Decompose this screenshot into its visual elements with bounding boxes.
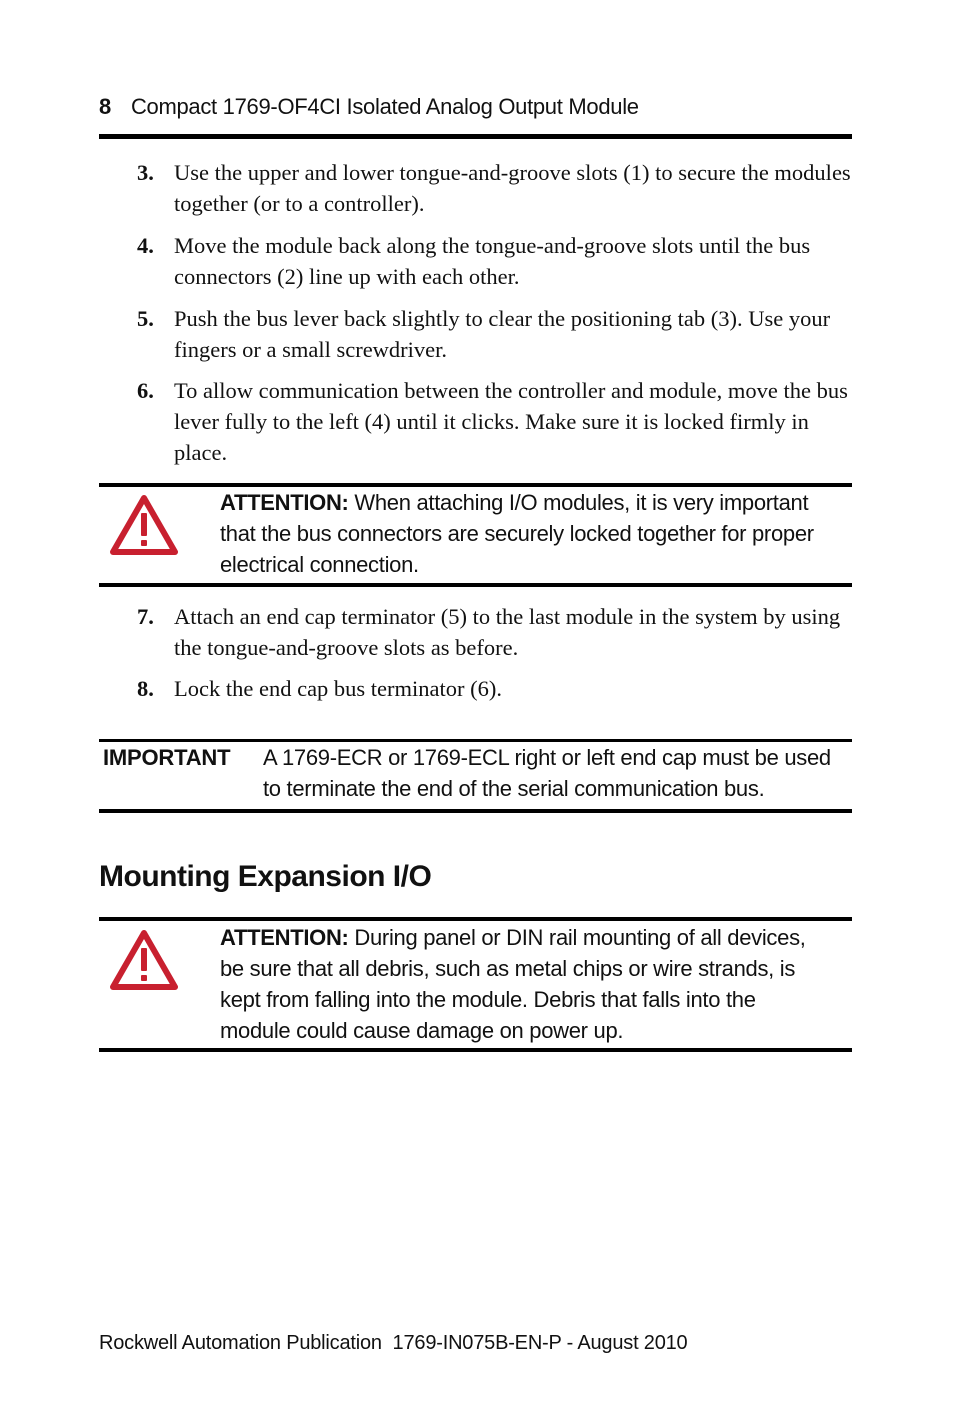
step-number: 4.: [137, 233, 154, 258]
step-text: Lock the end cap bus terminator (6).: [174, 676, 503, 701]
attention-bottom-rule: [99, 1048, 852, 1052]
step-3: [137, 157, 857, 219]
attention-text: During panel or DIN rail mounting of all devices, be sure that all debris, such as metal chips or wire strands, is kept from falling into the module. Debris that falls into the module could cause damage on power up.: [220, 925, 806, 1043]
step-text: Push the bus lever back slightly to clear the positioning tab (3). Use your fingers or a small screwdriver.: [174, 306, 831, 362]
attention-bottom-rule: [99, 583, 852, 587]
attention-note: [220, 487, 820, 580]
step-number: 5.: [137, 306, 154, 331]
step-number: 8.: [137, 676, 154, 701]
page-number: 8: [99, 94, 111, 119]
step-number: 6.: [137, 378, 154, 403]
publication-footer: Rockwell Automation Publication 1769-IN075B-EN-P - August 2010: [99, 1332, 688, 1354]
step-text: Use the upper and lower tongue-and-groove slots (1) to secure the modules together (or to a controller).: [174, 160, 851, 216]
header-rule: [99, 134, 852, 139]
section-title: Mounting Expansion I/O: [99, 860, 432, 893]
step-text: Move the module back along the tongue-and-groove slots until the bus connectors (2) line up with each other.: [174, 233, 811, 289]
attention-note: [220, 922, 820, 1046]
attention-top-rule: [99, 917, 852, 921]
attention-label: ATTENTION:: [220, 490, 349, 515]
important-text: A 1769-ECR or 1769-ECL right or left end cap must be used to terminate the end of the serial communication bus.: [263, 745, 831, 801]
step-number: 7.: [137, 604, 154, 629]
step-text: Attach an end cap terminator (5) to the last module in the system by using the tongue-and-groove slots as before.: [174, 604, 841, 660]
step-6: [137, 375, 857, 468]
warning-triangle-icon: [110, 494, 178, 556]
document-title: Compact 1769-OF4CI Isolated Analog Output Module: [130, 94, 639, 119]
step-number: 3.: [137, 160, 154, 185]
step-8: [137, 673, 857, 704]
step-7: [137, 601, 857, 663]
warning-triangle-icon: [110, 929, 178, 991]
step-4: [137, 230, 857, 292]
step-5: [137, 303, 857, 365]
attention-label: ATTENTION:: [220, 925, 349, 950]
step-text: To allow communication between the controller and module, move the bus lever fully to the left (4) until it clicks. Make sure it is locked firmly in place.: [174, 378, 848, 465]
attention-text: When attaching I/O modules, it is very important that the bus connectors are securely locked together for proper electrical connection.: [220, 490, 814, 577]
page-header: [99, 94, 639, 120]
important-label: IMPORTANT: [103, 745, 231, 770]
important-bottom-rule: [99, 809, 852, 813]
